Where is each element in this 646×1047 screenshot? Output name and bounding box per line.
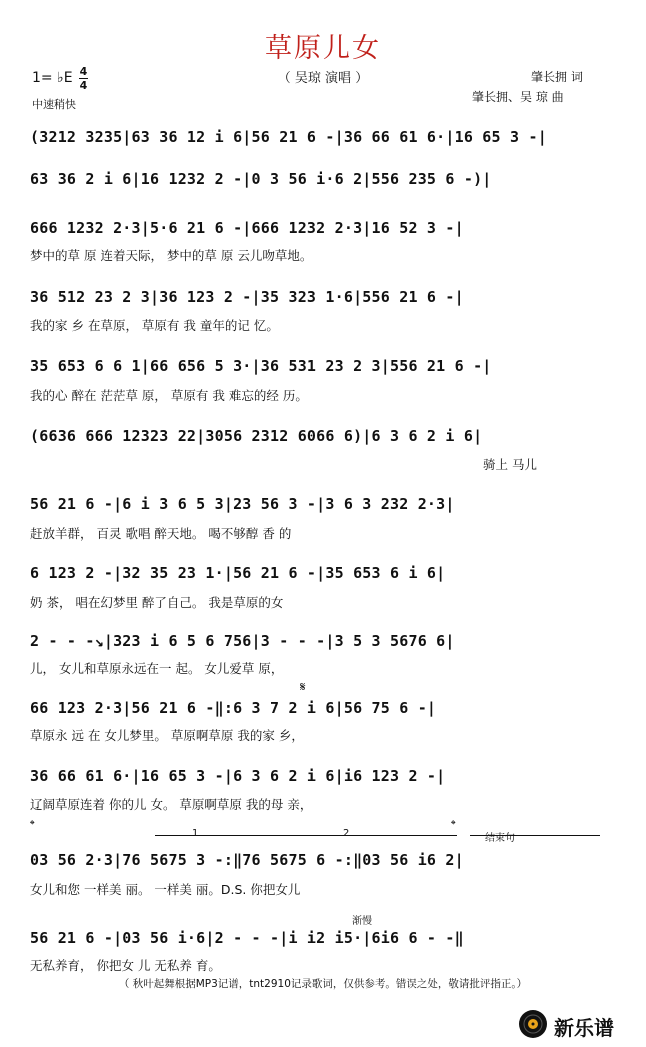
system-3-notes: 666 1232 2·3|5·6 21 6 -|666 1232 2·3|16 52 3 -| <box>30 219 464 237</box>
site-logo <box>518 1009 614 1043</box>
system-10-notes: 66 123 2·3|56 21 6 -‖:6 3 7 2 i 6|56 75 6 -| <box>30 699 437 717</box>
ending-bracket <box>470 835 600 836</box>
system-9-lyrics: 儿， 女儿和草原永远在一 起。 女儿爱草 原， <box>30 661 284 676</box>
system-11-notes: 36 66 61 6·|16 65 3 -|6 3 6 2 i 6|i6 123 2 -| <box>30 767 446 785</box>
system-5-lyrics: 我的心 醉在 茫茫草 原， 草原有 我 难忘的经 历。 <box>30 388 308 403</box>
system-12-lyrics: 女儿和您 一样美 丽。 一样美 丽。D.S. 你把女儿 <box>30 882 301 897</box>
system-10-lyrics: 草原永 远 在 女儿梦里。 草原啊草原 我的家 乡， <box>30 728 304 743</box>
transcription-note: （ 秋叶起舞根据MP3记谱，tnt2910记录歌词，仅供参考。错误之处，敬请批评指正。） <box>118 978 528 990</box>
system-7-lyrics: 赶放羊群， 百灵 歌唱 醉天地。 喝不够醇 香 的 <box>30 526 292 541</box>
system-4-lyrics: 我的家 乡 在草原， 草原有 我 童年的记 忆。 <box>30 318 279 333</box>
key-signature: 1= ♭E <box>32 70 73 86</box>
system-11-lyrics: 辽阔草原连着 你的儿 女。 草原啊草原 我的母 亲， <box>30 797 313 812</box>
time-signature <box>79 66 88 91</box>
ending-label: 结束句 <box>485 833 515 844</box>
system-12-notes: 03 56 2·3|76 5675 3 -:‖76 5675 6 -:‖03 56 i6 2| <box>30 851 464 869</box>
logo-text: 新乐谱 <box>554 1015 614 1040</box>
system-8-lyrics: 奶 茶， 唱在幻梦里 醉了自己。 我是草原的女 <box>30 595 284 610</box>
lyricist-credit: 肇长拥 词 <box>531 70 583 84</box>
system-6-lyrics: 骑上 马儿 <box>483 457 537 472</box>
time-sig-top: 4 <box>79 65 88 78</box>
system-8-notes: 6 123 2 -|32 35 23 1·|56 21 6 -|35 653 6 i 6| <box>30 564 446 582</box>
system-7-notes: 56 21 6 -|6 i 3 6 5 3|23 56 3 -|3 6 3 232 2·3| <box>30 495 455 513</box>
coda-sign-left: 𝄌 <box>30 818 35 833</box>
segno-sign: 𝄋 <box>300 680 306 695</box>
volta-bracket-2 <box>295 835 457 836</box>
coda-sign-right: 𝄌 <box>451 818 456 833</box>
system-13-notes: 56 21 6 -|03 56 i·6|2 - - -|i i2 i5·|6i6 6 - -‖ <box>30 929 464 947</box>
system-5-notes: 35 653 6 6 1|66 656 5 3·|36 531 23 2 3|556 21 6 -| <box>30 357 492 375</box>
vinyl-record-icon <box>518 1009 548 1043</box>
system-2-notes: 63 36 2 i 6|16 1232 2 -|0 3 56 i·6 2|556 235 6 -)| <box>30 170 492 188</box>
system-13-lyrics: 无私养育， 你把女 儿 无私养 育。 <box>30 958 221 973</box>
system-9-notes: 2 - - -↘|323 i 6 5 6 756|3 - - -|3 5 3 5676 6| <box>30 632 455 650</box>
rit-marking: 渐慢 <box>352 916 372 927</box>
volta-2-label: 2 <box>343 828 350 839</box>
system-4-notes: 36 512 23 2 3|36 123 2 -|35 323 1·6|556 21 6 -| <box>30 288 464 306</box>
composer-credit: 肇长拥、吴 琼 曲 <box>472 90 564 104</box>
system-3-lyrics: 梦中的草 原 连着天际， 梦中的草 原 云儿吻草地。 <box>30 248 313 263</box>
volta-1-label: 1 <box>192 828 199 839</box>
performer: （ 吴琼 演唱 ） <box>277 71 369 86</box>
system-1-notes: (3212 3235|63 36 12 i 6|56 21 6 -|36 66 61 6·|16 65 3 -| <box>30 128 547 146</box>
song-title: 草原儿女 <box>265 33 381 64</box>
time-sig-bottom: 4 <box>79 79 88 92</box>
tempo-marking: 中速稍快 <box>32 98 76 111</box>
system-6-notes: (6636 666 12323 22|3056 2312 6066 6)|6 3 6 2 i 6| <box>30 427 483 445</box>
